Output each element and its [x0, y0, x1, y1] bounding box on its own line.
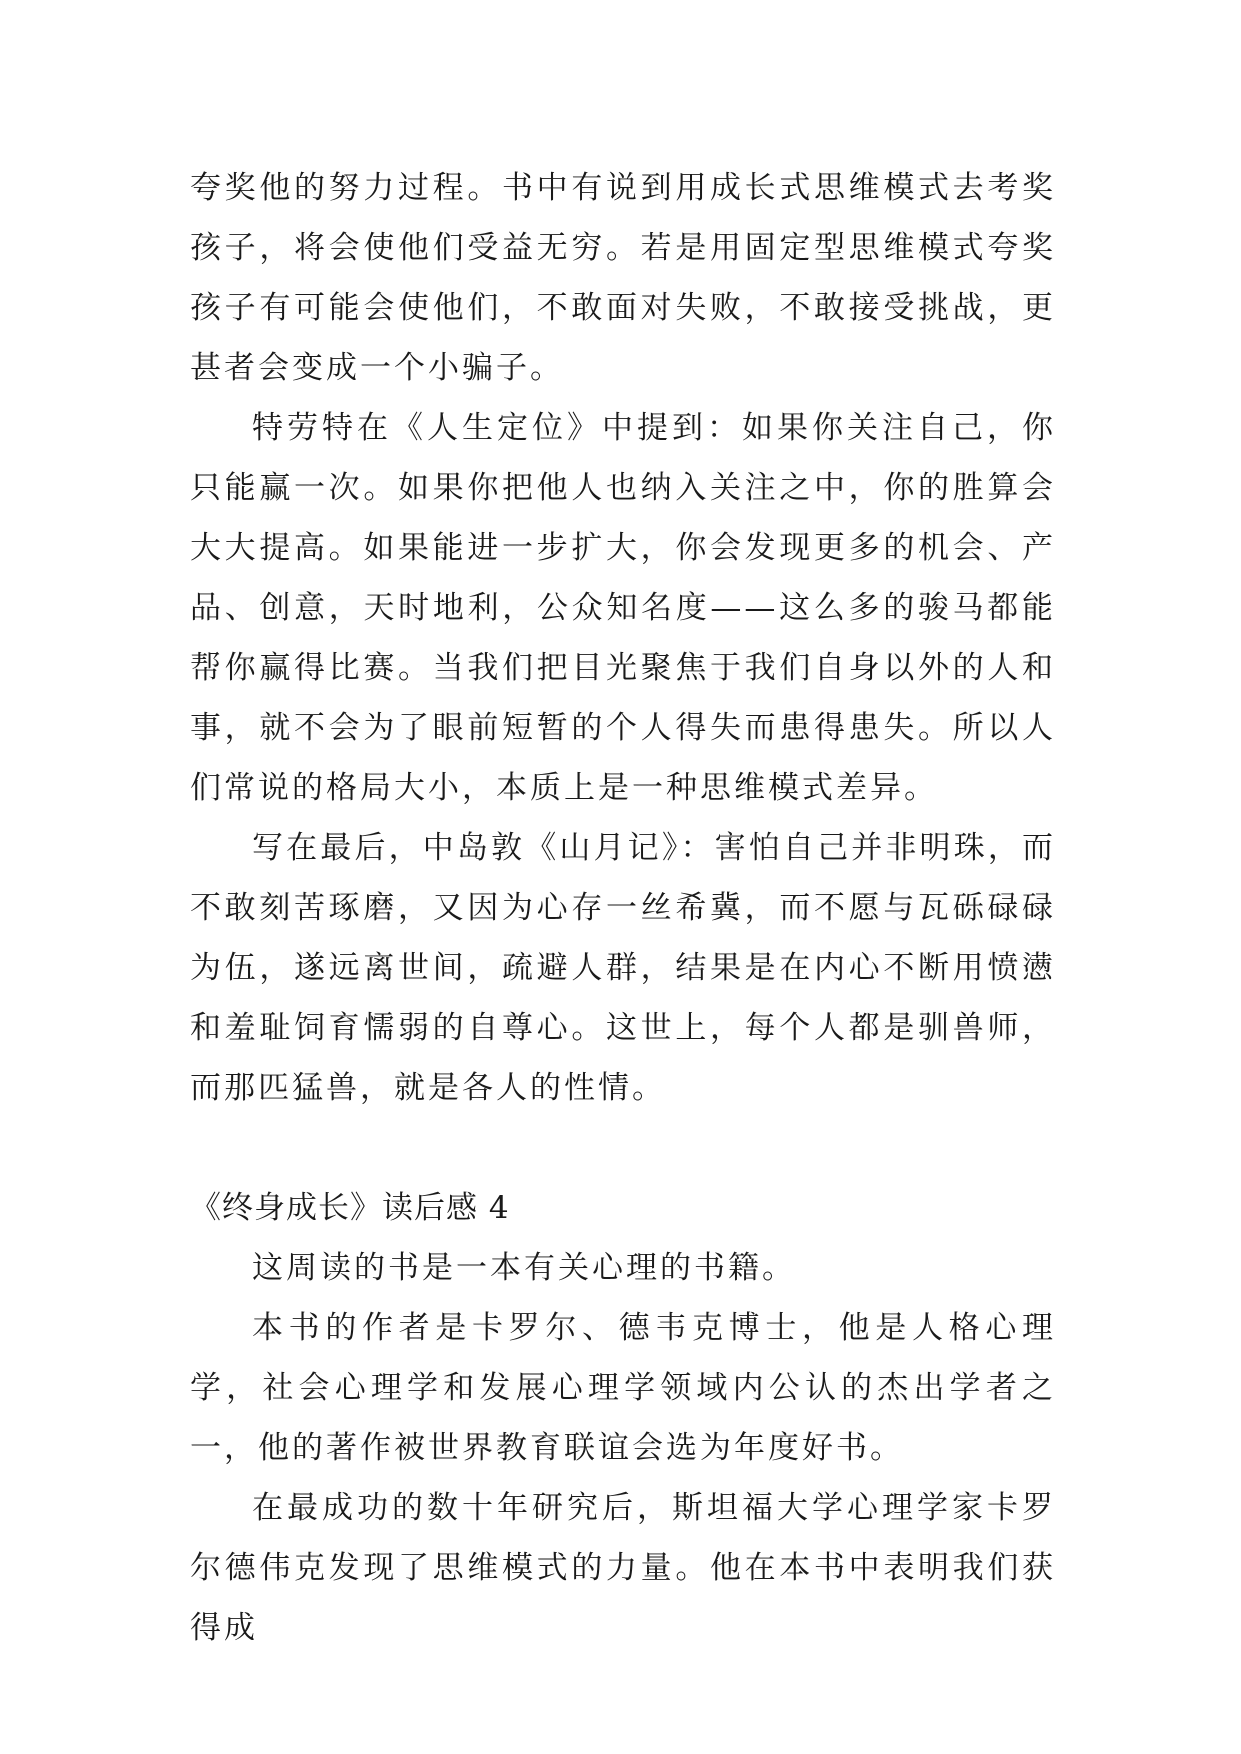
paragraph: 在最成功的数十年研究后，斯坦福大学心理学家卡罗尔德伟克发现了思维模式的力量。他在本书中表明我们获得成: [190, 1490, 1056, 1646]
paragraph: 写在最后，中岛敦《山月记》：害怕自己并非明珠，而不敢刻苦琢磨，又因为心存一丝希冀，而不愿与瓦砾碌碌为伍，遂远离世间，疏避人群，结果是在内心不断用愤懑和羞耻饲育懦弱的自尊心。这世上，每个人都是驯兽师，而那匹猛兽，就是各人的性情。: [190, 830, 1056, 1106]
paragraph: 这周读的书是一本有关心理的书籍。: [252, 1250, 796, 1286]
paragraph: 本书的作者是卡罗尔、德韦克博士，他是人格心理学，社会心理学和发展心理学领域内公认的杰出学者之一，他的著作被世界教育联谊会选为年度好书。: [190, 1310, 1056, 1466]
paragraph: 特劳特在《人生定位》中提到：如果你关注自己，你只能赢一次。如果你把他人也纳入关注之中，你的胜算会大大提高。如果能进一步扩大，你会发现更多的机会、产品、创意，天时地利，公众知名度——这么多的骏马都能帮你赢得比赛。当我们把目光聚焦于我们自身以外的人和事，就不会为了眼前短暂的个人得失而患得患失。所以人们常说的格局大小，本质上是一种思维模式差异。: [190, 410, 1056, 806]
document-body: [190, 158, 1056, 1658]
paragraph: 夸奖他的努力过程。书中有说到用成长式思维模式去考奖孩子，将会使他们受益无穷。若是用固定型思维模式夸奖孩子有可能会使他们，不敢面对失败，不敢接受挑战，更甚者会变成一个小骗子。: [190, 170, 1056, 386]
section-heading: 《终身成长》读后感 4: [190, 1190, 510, 1226]
